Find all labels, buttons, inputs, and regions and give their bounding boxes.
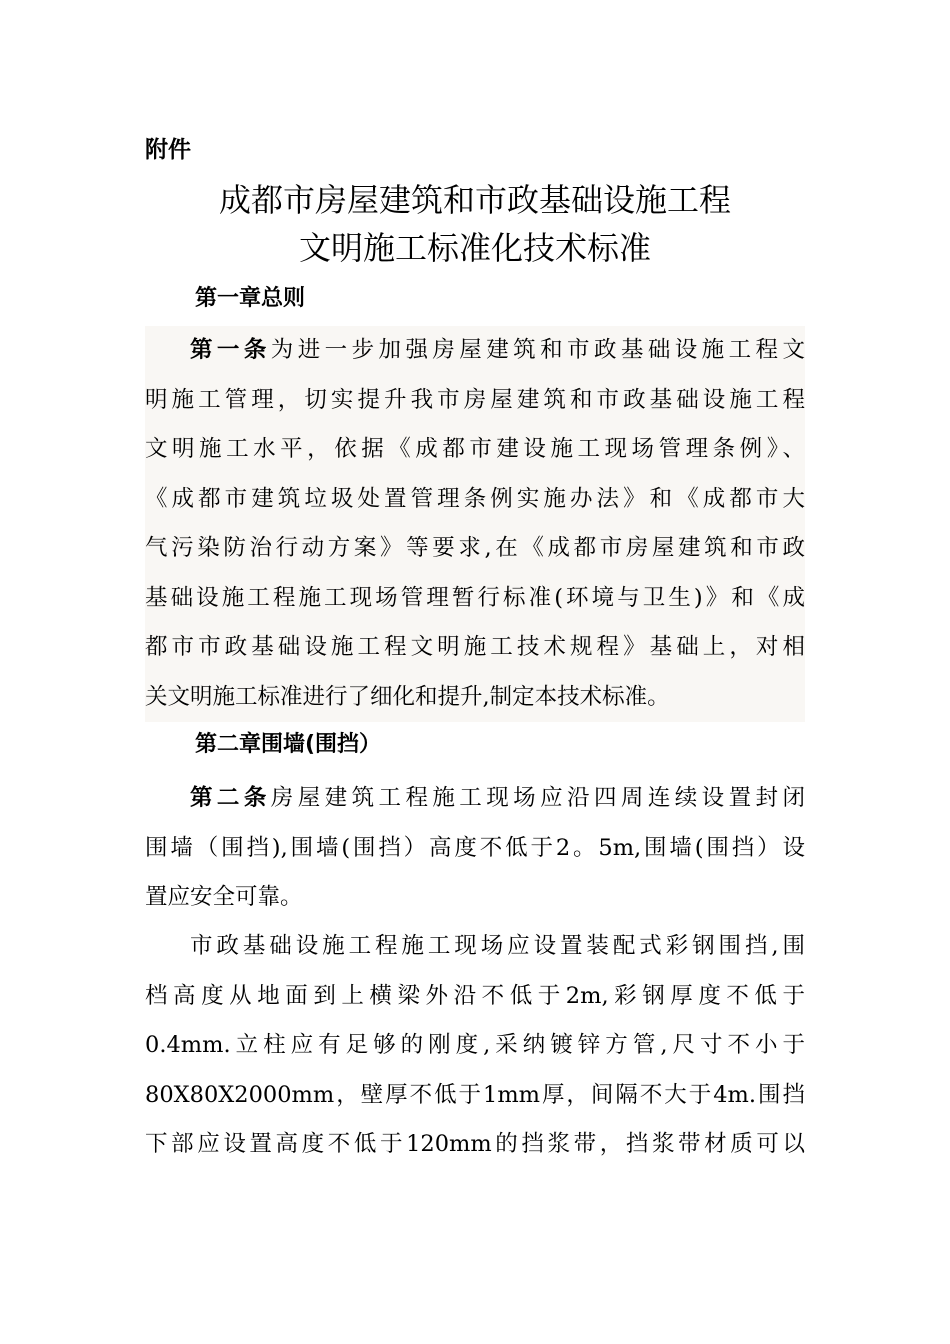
article-1-line: 基础设施工程施工现场管理暂行标准(环境与卫生)》和《成 [145, 584, 805, 611]
article-2-line: 置应安全可靠。 [145, 884, 303, 910]
chapter-2-heading: 第二章围墙(围挡） [195, 732, 382, 757]
paragraph-line: 0.4mm.立柱应有足够的刚度,采纳镀锌方管,尺寸不小于 [145, 1032, 805, 1058]
article-1-line [145, 326, 805, 376]
article-1-paragraph [145, 326, 805, 722]
paragraph-line: 80X80X2000mm，壁厚不低于1mm厚，间隔不大于4m.围挡 [145, 1081, 805, 1108]
article-1-line: 文明施工水平，依据《成都市建设施工现场管理条例》、 [145, 436, 805, 462]
article-2-line [145, 774, 805, 824]
article-2-line: 围墙（围挡),围墙(围挡）高度不低于2。5m,围墙(围挡）设 [145, 834, 805, 861]
paragraph-line: 市政基础设施工程施工现场应设置装配式彩钢围挡,围 [190, 933, 805, 959]
article-1-line: 都市市政基础设施工程文明施工技术规程》基础上，对相 [145, 634, 805, 660]
chapter-1-heading: 第一章总则 [195, 286, 306, 311]
article-1-line: 气污染防治行动方案》等要求,在《成都市房屋建筑和市政 [145, 535, 805, 561]
paragraph-line: 下部应设置高度不低于120mm的挡浆带，挡浆带材质可以 [145, 1131, 805, 1157]
article-1-line: 关文明施工标准进行了细化和提升,制定本技术标准。 [145, 683, 670, 710]
article-2-label: 第二条 [190, 785, 271, 811]
article-2-text: 房屋建筑工程施工现场应沿四周连续设置封闭 [270, 785, 805, 811]
paragraph-line: 档高度从地面到上横梁外沿不低于2m,彩钢厚度不低于 [145, 982, 805, 1009]
article-1-line: 《成都市建筑垃圾处置管理条例实施办法》和《成都市大 [145, 485, 805, 512]
article-2-paragraph [145, 774, 805, 923]
document-title-line-1: 成都市房屋建筑和市政基础设施工程 [218, 181, 731, 219]
attachment-label: 附件 [145, 137, 191, 163]
municipal-fence-paragraph [145, 922, 805, 1170]
article-1-text: 为进一步加强房屋建筑和市政基础设施工程文 [270, 337, 805, 363]
article-1-label: 第一条 [190, 337, 271, 363]
document-title-line-2: 文明施工标准化技术标准 [298, 229, 651, 267]
article-1-line: 明施工管理，切实提升我市房屋建筑和市政基础设施工程 [145, 386, 805, 413]
